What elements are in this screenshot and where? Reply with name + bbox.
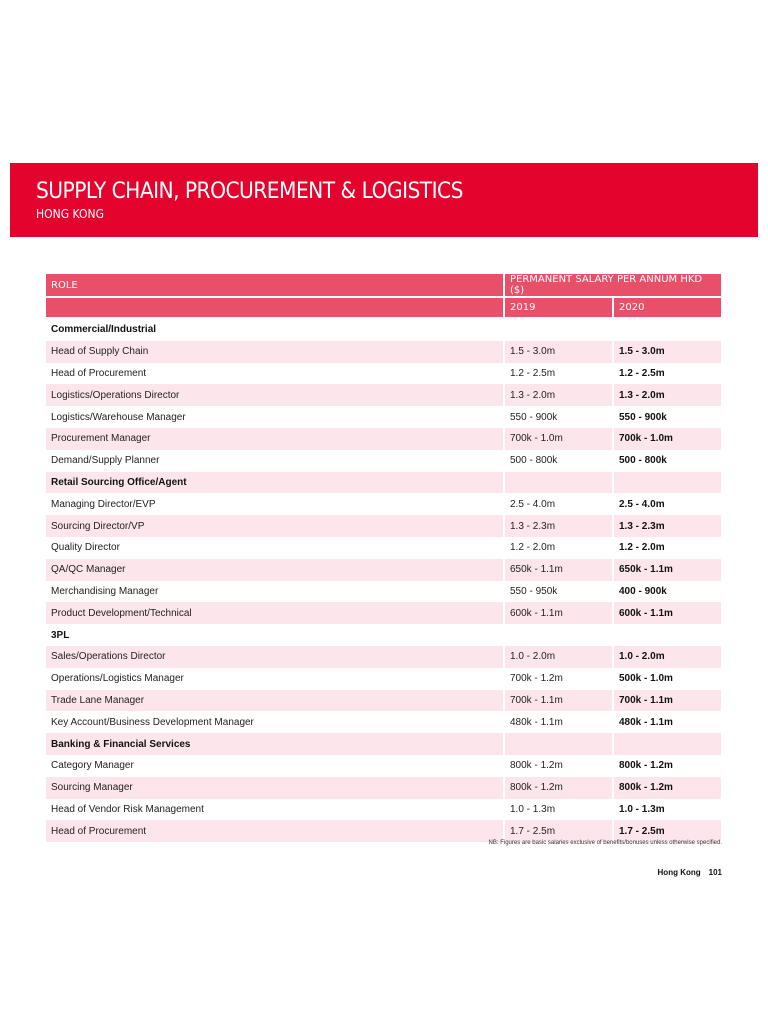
salary-2020-cell: 1.3 - 2.3m (614, 515, 723, 537)
salary-2020-cell: 480k - 1.1m (614, 711, 723, 733)
role-cell: Logistics/Operations Director (46, 384, 505, 406)
salary-2019-cell: 700k - 1.1m (505, 690, 614, 712)
table-row (46, 755, 723, 777)
table-row (46, 646, 723, 668)
salary-2020-cell: 1.3 - 2.0m (614, 384, 723, 406)
section-row (46, 733, 723, 755)
table-row (46, 559, 723, 581)
salary-2020-cell: 500 - 800k (614, 450, 723, 472)
year-2020-header: 2020 (614, 298, 723, 319)
page-title: SUPPLY CHAIN, PROCUREMENT & LOGISTICS (36, 179, 463, 204)
role-cell: Quality Director (46, 537, 505, 559)
salary-2019-cell: 1.0 - 1.3m (505, 799, 614, 821)
role-cell: Trade Lane Manager (46, 690, 505, 712)
table-row (46, 493, 723, 515)
salary-2020-cell: 1.0 - 2.0m (614, 646, 723, 668)
table-row (46, 799, 723, 821)
role-cell: Operations/Logistics Manager (46, 668, 505, 690)
role-cell: Key Account/Business Development Manager (46, 711, 505, 733)
salary-2019-cell: 1.7 - 2.5m (505, 820, 614, 842)
section-row (46, 472, 723, 494)
table-row (46, 515, 723, 537)
salary-2019-cell (505, 624, 614, 646)
salary-2019-cell: 800k - 1.2m (505, 755, 614, 777)
salary-2019-cell: 550 - 900k (505, 406, 614, 428)
table-row (46, 450, 723, 472)
salary-2019-cell (505, 319, 614, 341)
page-subtitle: HONG KONG (36, 207, 104, 221)
salary-2019-cell: 1.3 - 2.0m (505, 384, 614, 406)
salary-2019-cell: 1.3 - 2.3m (505, 515, 614, 537)
salary-2020-cell (614, 472, 723, 494)
role-cell: Logistics/Warehouse Manager (46, 406, 505, 428)
role-cell: QA/QC Manager (46, 559, 505, 581)
role-cell: Managing Director/EVP (46, 493, 505, 515)
salary-2019-cell: 700k - 1.0m (505, 428, 614, 450)
salary-2020-cell: 1.2 - 2.0m (614, 537, 723, 559)
page-footer (658, 868, 722, 877)
salary-2019-cell: 650k - 1.1m (505, 559, 614, 581)
salary-2019-cell: 600k - 1.1m (505, 602, 614, 624)
role-cell: Head of Procurement (46, 820, 505, 842)
role-subheader (46, 298, 505, 319)
role-cell: Merchandising Manager (46, 581, 505, 603)
salary-2019-cell: 550 - 950k (505, 581, 614, 603)
salary-2020-cell (614, 319, 723, 341)
role-cell: Sales/Operations Director (46, 646, 505, 668)
footnote: NB: Figures are basic salaries exclusive of benefits/bonuses unless otherwise specified. (488, 840, 722, 846)
section-row (46, 319, 723, 341)
page-number: 101 (708, 868, 722, 877)
role-cell: Banking & Financial Services (46, 733, 505, 755)
salary-2020-cell: 1.0 - 1.3m (614, 799, 723, 821)
salary-2019-cell: 800k - 1.2m (505, 777, 614, 799)
table-row (46, 406, 723, 428)
salary-table (46, 274, 723, 842)
salary-2019-cell (505, 472, 614, 494)
salary-2019-cell: 1.2 - 2.0m (505, 537, 614, 559)
salary-2020-cell (614, 733, 723, 755)
table-row (46, 581, 723, 603)
salary-2020-cell: 1.7 - 2.5m (614, 820, 723, 842)
salary-2020-cell (614, 624, 723, 646)
table-row (46, 602, 723, 624)
role-cell: Sourcing Manager (46, 777, 505, 799)
footer-location: Hong Kong (657, 868, 701, 877)
salary-header: PERMANENT SALARY PER ANNUM HKD ($) (505, 274, 723, 298)
table-row (46, 711, 723, 733)
salary-2020-cell: 650k - 1.1m (614, 559, 723, 581)
salary-2020-cell: 800k - 1.2m (614, 755, 723, 777)
salary-2020-cell: 700k - 1.1m (614, 690, 723, 712)
role-cell: 3PL (46, 624, 505, 646)
salary-2019-cell: 1.5 - 3.0m (505, 341, 614, 363)
role-cell: Commercial/Industrial (46, 319, 505, 341)
salary-2019-cell (505, 733, 614, 755)
salary-2019-cell: 480k - 1.1m (505, 711, 614, 733)
salary-2019-cell: 700k - 1.2m (505, 668, 614, 690)
role-cell: Demand/Supply Planner (46, 450, 505, 472)
role-cell: Head of Procurement (46, 363, 505, 385)
table-row (46, 668, 723, 690)
salary-2020-cell: 700k - 1.0m (614, 428, 723, 450)
role-cell: Product Development/Technical (46, 602, 505, 624)
table-row (46, 777, 723, 799)
salary-2020-cell: 500k - 1.0m (614, 668, 723, 690)
role-cell: Category Manager (46, 755, 505, 777)
year-2019-header: 2019 (505, 298, 614, 319)
salary-2019-cell: 1.2 - 2.5m (505, 363, 614, 385)
salary-2020-cell: 2.5 - 4.0m (614, 493, 723, 515)
role-header: ROLE (46, 274, 505, 298)
role-cell: Retail Sourcing Office/Agent (46, 472, 505, 494)
table-row (46, 363, 723, 385)
salary-2019-cell: 500 - 800k (505, 450, 614, 472)
salary-2020-cell: 1.5 - 3.0m (614, 341, 723, 363)
table-row (46, 341, 723, 363)
role-cell: Procurement Manager (46, 428, 505, 450)
salary-2019-cell: 1.0 - 2.0m (505, 646, 614, 668)
salary-2020-cell: 600k - 1.1m (614, 602, 723, 624)
salary-2020-cell: 800k - 1.2m (614, 777, 723, 799)
role-cell: Head of Supply Chain (46, 341, 505, 363)
salary-2020-cell: 400 - 900k (614, 581, 723, 603)
table-row (46, 537, 723, 559)
table-row (46, 820, 723, 842)
salary-2019-cell: 2.5 - 4.0m (505, 493, 614, 515)
section-row (46, 624, 723, 646)
role-cell: Head of Vendor Risk Management (46, 799, 505, 821)
salary-2020-cell: 550 - 900k (614, 406, 723, 428)
role-cell: Sourcing Director/VP (46, 515, 505, 537)
table-row (46, 384, 723, 406)
salary-2020-cell: 1.2 - 2.5m (614, 363, 723, 385)
table-row (46, 690, 723, 712)
table-row (46, 428, 723, 450)
